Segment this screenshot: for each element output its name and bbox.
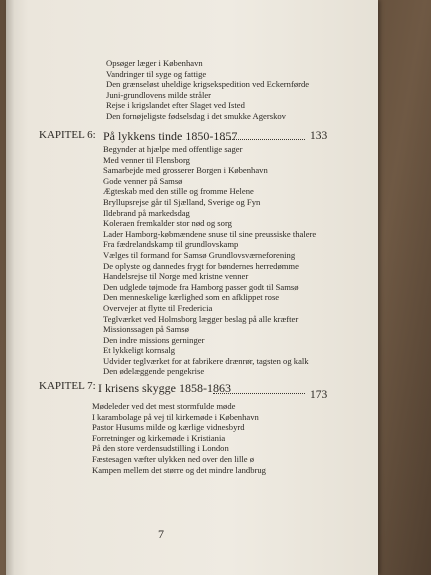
chapter-6-label: KAPITEL 6: <box>39 129 96 141</box>
chapter-6-section-item: Bryllupsrejse går til Sjælland, Sverige og Fyn <box>103 196 261 207</box>
top-section-item: Den fornøjeligste fødselsdag i det smukke Agerskov <box>106 110 286 121</box>
chapter-7-section-item: Forretninger og kirkemøde i Kristiania <box>92 432 226 443</box>
chapter-6-section-item: Den ødelæggende pengekrise <box>103 366 205 377</box>
top-section-item: Vandringer til syge og fattige <box>106 68 207 79</box>
chapter-6-section-item: Samarbejde med grosserer Borgen i København <box>103 165 268 176</box>
chapter-7-section-item: Pastor Husums milde og kærlige vidnesbyrd <box>92 422 245 433</box>
chapter-6-section-item: De oplyste og dannedes frygt for bøndernes herredømme <box>103 260 299 271</box>
top-section-item: Den grænseløst uheldige krigsekspedition ved Eckernførde <box>106 79 310 90</box>
chapter-6-section-item: Vælges til formand for Samsø Grundlovsværneforening <box>103 249 296 260</box>
chapter-6-section-item: Lader Hamborg-købmændene snuse til sine preussiske thalere <box>103 228 317 239</box>
top-section-item: Rejse i krigslandet efter Slaget ved Isted <box>106 100 245 111</box>
chapter-7-section-item: På den store verdensudstilling i London <box>92 443 229 454</box>
chapter-6-section-item: Med venner til Flensborg <box>103 154 190 165</box>
page-spine <box>6 0 14 575</box>
chapter-6-section-item: Fra fædrelandskamp til grundlovskamp <box>103 239 239 250</box>
chapter-6-section-item: Teglværket ved Holmsborg lægger beslag på alle kræfter <box>103 313 299 324</box>
chapter-6-section-item: Overvejer at flytte til Fredericia <box>103 302 213 313</box>
chapter-6-section-item: Udvider teglværket for at fabrikere drænrør, tagsten og kalk <box>103 355 309 366</box>
page-folio: 7 <box>158 527 164 541</box>
chapter-7-label: KAPITEL 7: <box>39 380 96 392</box>
top-section-item: Opsøger læger i København <box>106 58 203 68</box>
chapter-7-leader-dots <box>213 393 305 394</box>
chapter-6-section-item: Koleraen fremkalder stor nød og sorg <box>103 218 232 229</box>
chapter-6-section-item: Ildebrand på markedsdag <box>103 207 190 218</box>
chapter-7-section-list <box>92 401 266 475</box>
chapter-6-section-list <box>103 144 316 377</box>
chapter-7-section-item: Mødeleder ved det mest stormfulde møde <box>92 401 236 411</box>
chapter-6-section-item: Handelsrejse til Norge med kristne venner <box>103 271 249 282</box>
chapter-6-section-item: Den menneskelige kærlighed som en afklippet rose <box>103 292 280 303</box>
chapter-6-section-item: Ægteskab med den stille og fromme Helene <box>103 186 254 197</box>
chapter-6-leader-dots <box>223 139 305 140</box>
chapter-6-section-item: Den udglede tøjmode fra Hamborg passer godt til Samsø <box>103 281 299 292</box>
chapter-6-section-item: Gode venner på Samsø <box>103 175 183 186</box>
chapter-6-title: På lykkens tinde 1850-1857 <box>103 129 238 143</box>
chapter-7-section-item: Fæstesagen væfter ulykken ned over den lille ø <box>92 453 255 464</box>
chapter-6-section-item: Missionssagen på Samsø <box>103 324 189 335</box>
section-list-top <box>106 58 309 122</box>
chapter-6-section-item: Et lykkeligt kornsalg <box>103 345 176 356</box>
chapter-7-section-item: Kampen mellem det større og det mindre landbrug <box>92 464 266 475</box>
chapter-6-section-item: Den indre missions gerninger <box>103 334 205 345</box>
top-section-item: Juni-grundlovens milde stråler <box>106 89 212 100</box>
chapter-6-page-number: 133 <box>310 130 328 142</box>
chapter-7-page-number: 173 <box>310 389 328 401</box>
chapter-6-section-item: Begynder at hjælpe med offentlige sager <box>103 144 243 154</box>
book-page <box>6 0 378 575</box>
chapter-7-section-item: I karambolage på vej til kirkemøde i København <box>92 411 259 422</box>
chapter-7-title: I krisens skygge 1858-1863 <box>98 381 231 395</box>
